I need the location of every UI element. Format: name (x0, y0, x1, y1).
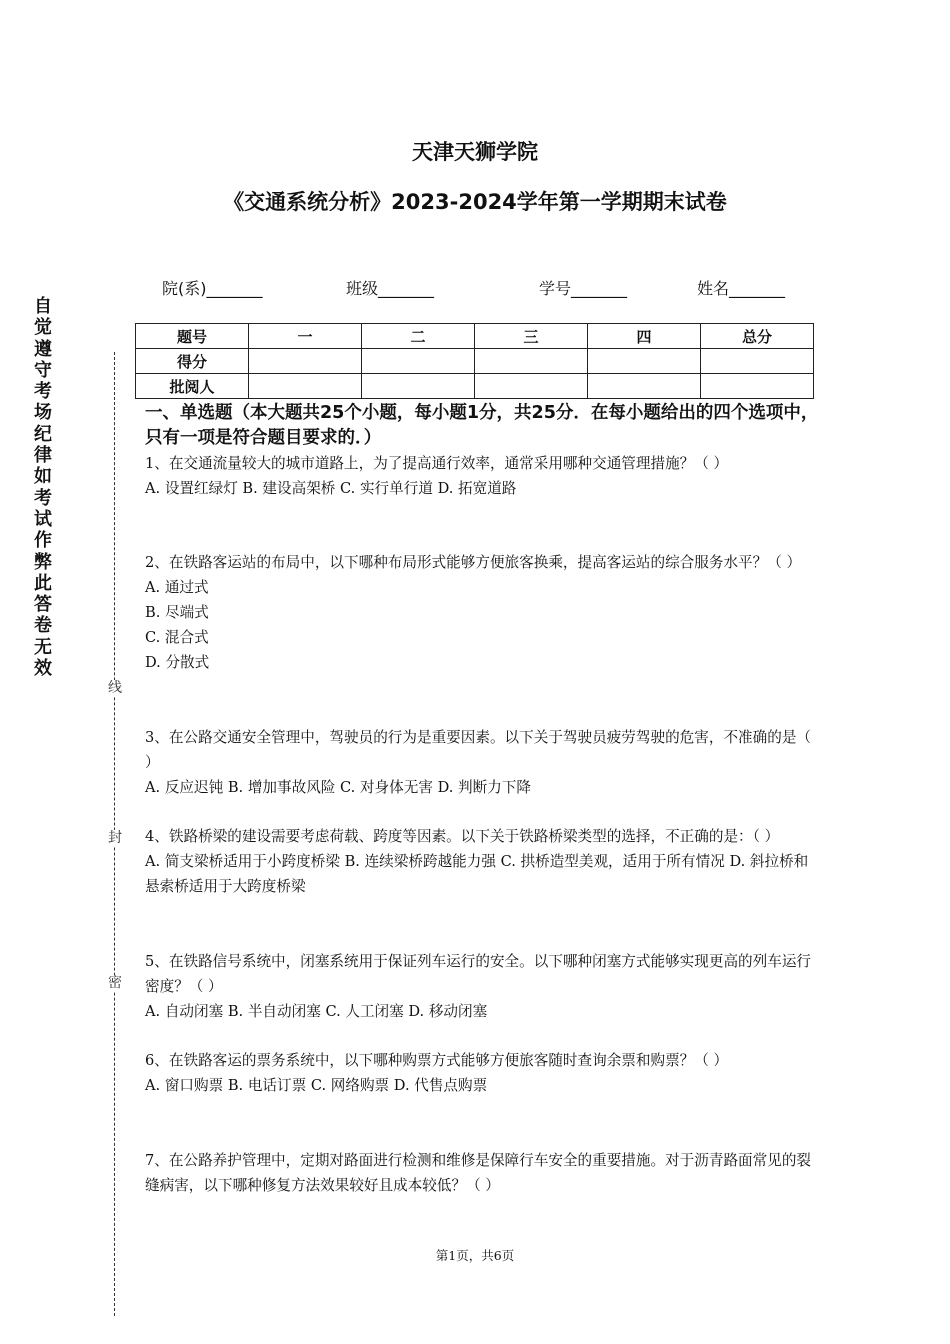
question-option: C. 混合式 (145, 629, 209, 646)
question-2 (145, 550, 821, 675)
question-options: A. 设置红绿灯 B. 建设高架桥 C. 实行单行道 D. 拓宽道路 (145, 480, 517, 497)
question-1 (145, 451, 821, 501)
section-title: 一、单选题（本大题共25个小题，每小题1分，共25分．在每小题给出的四个选项中，只有一项是符合题目要求的．） (145, 403, 819, 448)
grader-cell (475, 374, 588, 399)
page-footer: 第1页，共6页 (435, 1248, 515, 1263)
class-field: 班级_______ (346, 279, 435, 298)
score-cell (701, 349, 814, 374)
score-cell (475, 349, 588, 374)
question-stem: 2、在铁路客运站的布局中，以下哪种布局形式能够方便旅客换乘，提高客运站的综合服务水平？（ ） (145, 554, 802, 571)
question-options: A. 自动闭塞 B. 半自动闭塞 C. 人工闭塞 D. 移动闭塞 (145, 1003, 488, 1020)
question-options: A. 简支梁桥适用于小跨度桥梁 B. 连续梁桥跨越能力强 C. 拱桥造型美观，适用于所有情况 D. 斜拉桥和悬索桥适用于大跨度桥梁 (145, 853, 809, 895)
grader-cell (701, 374, 814, 399)
score-table (135, 323, 814, 399)
student-id-field: 学号_______ (539, 279, 628, 298)
header-total: 总分 (701, 324, 814, 349)
question-stem: 7、在公路养护管理中，定期对路面进行检测和维修是保障行车安全的重要措施。对于沥青路面常见的裂缝病害，以下哪种修复方法效果较好且成本较低？（ ） (145, 1152, 812, 1194)
question-option: A. 通过式 (145, 579, 209, 596)
college-field: 院(系)_______ (162, 279, 263, 298)
header-part-1: 一 (249, 324, 362, 349)
grader-row (136, 374, 814, 399)
question-stem: 3、在公路交通安全管理中，驾驶员的行为是重要因素。以下关于驾驶员疲劳驾驶的危害，不准确的是（ ） (145, 729, 812, 771)
header-part-4: 四 (588, 324, 701, 349)
grader-cell (362, 374, 475, 399)
question-option: B. 尽端式 (145, 604, 209, 621)
binding-mark-secret: 密 (108, 975, 122, 991)
question-stem: 5、在铁路信号系统中，闭塞系统用于保证列车运行的安全。以下哪种闭塞方式能够实现更高的列车运行密度？（ ） (145, 953, 812, 995)
score-cell (362, 349, 475, 374)
grader-row-label: 批阅人 (136, 374, 249, 399)
question-options: A. 窗口购票 B. 电话订票 C. 网络购票 D. 代售点购票 (145, 1077, 488, 1094)
score-table-header-row (136, 324, 814, 349)
question-stem: 6、在铁路客运的票务系统中，以下哪种购票方式能够方便旅客随时查询余票和购票？（ ） (145, 1052, 729, 1069)
score-row (136, 349, 814, 374)
header-question-no: 题号 (136, 324, 249, 349)
question-stem: 1、在交通流量较大的城市道路上，为了提高通行效率，通常采用哪种交通管理措施？（ ） (145, 455, 729, 472)
question-option: D. 分散式 (145, 654, 210, 671)
name-field: 姓名_______ (697, 279, 786, 298)
question-stem: 4、铁路桥梁的建设需要考虑荷载、跨度等因素。以下关于铁路桥梁类型的选择，不正确的是：（ ） (145, 828, 780, 845)
header-part-2: 二 (362, 324, 475, 349)
question-4 (145, 824, 821, 899)
question-6 (145, 1048, 821, 1098)
score-row-label: 得分 (136, 349, 249, 374)
question-5 (145, 949, 821, 1024)
side-note-integrity: 自觉遵守考场纪律如考试作弊此答卷无效 (34, 296, 52, 680)
binding-mark-line: 线 (108, 680, 122, 696)
grader-cell (249, 374, 362, 399)
header-part-3: 三 (475, 324, 588, 349)
binding-mark-seal: 封 (108, 830, 122, 846)
question-7 (145, 1148, 821, 1198)
question-3 (145, 725, 821, 800)
exam-title: 《交通系统分析》2023-2024学年第一学期期末试卷 (223, 190, 727, 214)
score-cell (249, 349, 362, 374)
school-name: 天津天狮学院 (412, 140, 538, 164)
score-cell (588, 349, 701, 374)
grader-cell (588, 374, 701, 399)
question-options: A. 反应迟钝 B. 增加事故风险 C. 对身体无害 D. 判断力下降 (145, 779, 531, 796)
